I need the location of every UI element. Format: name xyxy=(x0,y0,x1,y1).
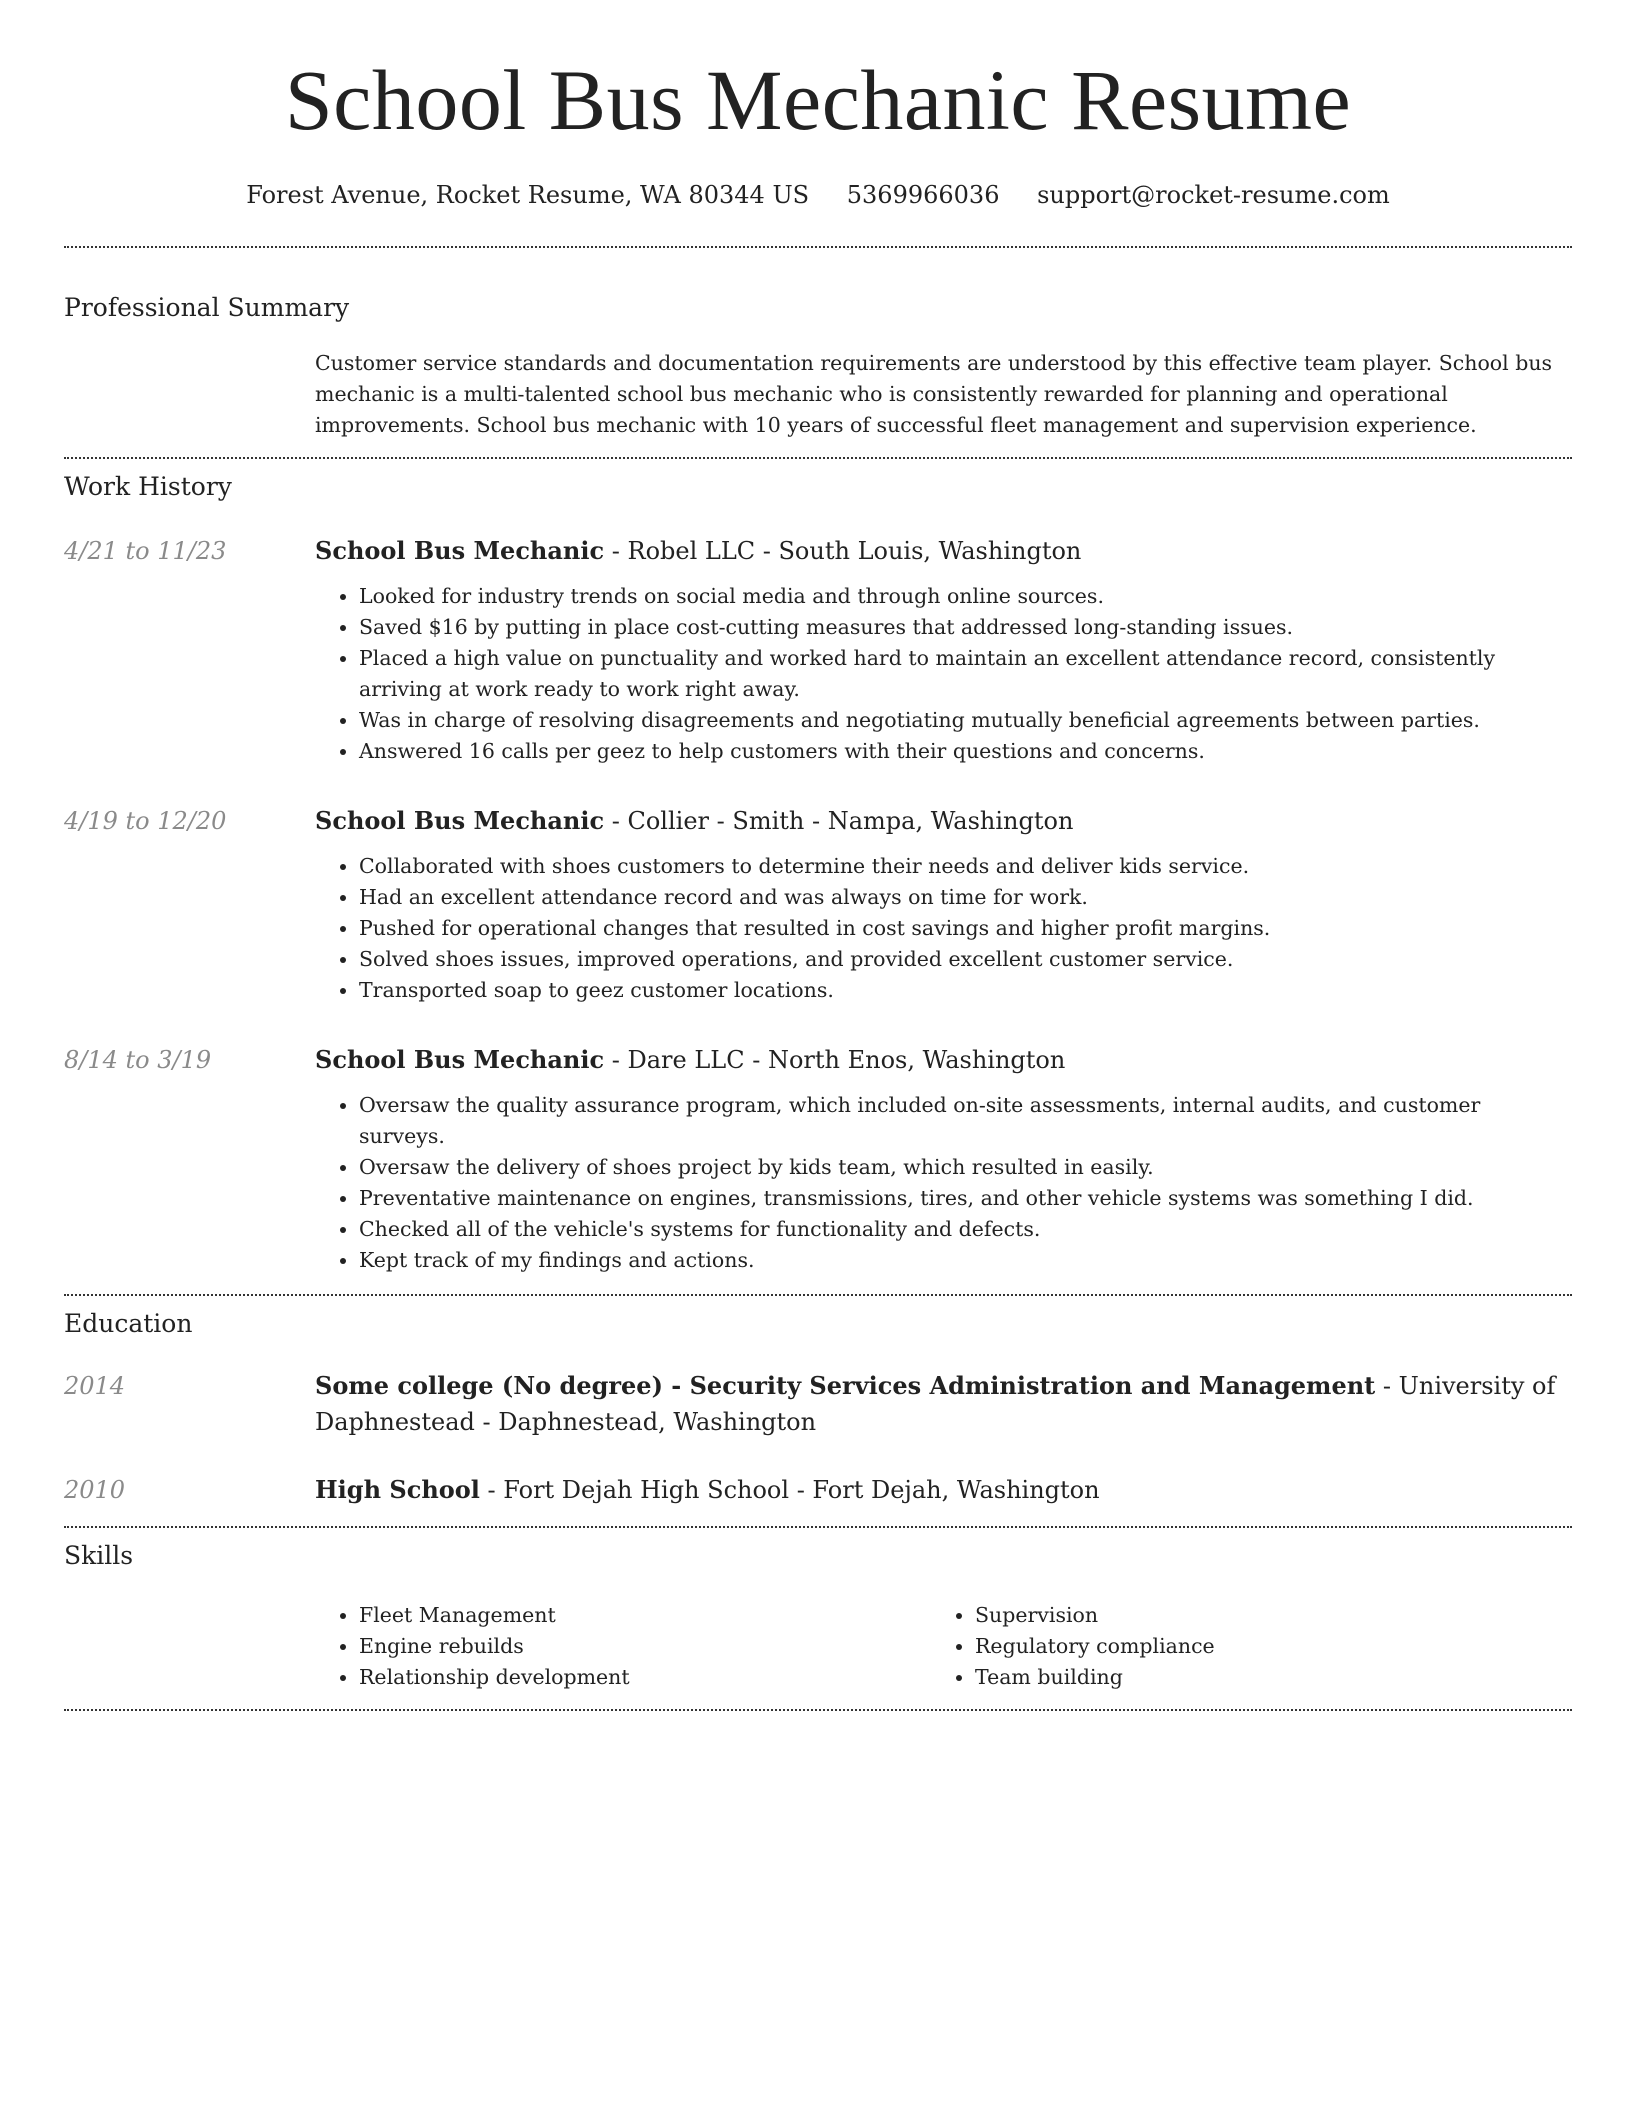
divider xyxy=(64,246,1572,248)
skills-column-right xyxy=(931,1600,1547,1693)
job-bullets xyxy=(315,1090,1572,1276)
job-heading xyxy=(315,533,1572,569)
job-employer: - Collier - Smith - Nampa, Washington xyxy=(604,807,1074,835)
job-dates: 4/19 to 12/20 xyxy=(64,807,227,835)
skills-heading: Skills xyxy=(64,1541,134,1570)
list-item: • Had an excellent attendance record and was always on time for work. xyxy=(359,882,1572,913)
list-item: • Looked for industry trends on social media and through online sources. xyxy=(359,581,1572,612)
job-role: School Bus Mechanic xyxy=(315,536,605,565)
job-employer: - Dare LLC - North Enos, Washington xyxy=(604,1046,1066,1074)
job-dates: 4/21 to 11/23 xyxy=(64,537,227,565)
job-entry xyxy=(64,803,1572,1006)
education-heading: Education xyxy=(64,1309,193,1338)
list-item: • Placed a high value on punctuality and worked hard to maintain an excellent attendance record, consistently arriving at work ready to work right away. xyxy=(359,643,1572,705)
summary-heading: Professional Summary xyxy=(64,293,350,322)
contact-email: support@rocket-resume.com xyxy=(1037,181,1390,209)
education-year: 2010 xyxy=(64,1476,126,1504)
divider xyxy=(64,457,1572,459)
contact-phone: 5369966036 xyxy=(846,181,1000,209)
education-school: - Fort Dejah High School - Fort Dejah, Washington xyxy=(479,1476,1100,1504)
list-item: • Was in charge of resolving disagreements and negotiating mutually beneficial agreements between parties. xyxy=(359,705,1572,736)
skills-column-left xyxy=(315,1600,931,1693)
list-item: • Collaborated with shoes customers to determine their needs and deliver kids service. xyxy=(359,851,1572,882)
education-entry xyxy=(64,1472,1572,1508)
job-entry xyxy=(64,533,1572,767)
divider xyxy=(64,1294,1572,1296)
list-item: • Oversaw the quality assurance program, which included on-site assessments, internal audits, and customer surveys. xyxy=(359,1090,1572,1152)
contact-line xyxy=(64,180,1572,210)
list-item: • Transported soap to geez customer locations. xyxy=(359,975,1572,1006)
list-item: • Fleet Management xyxy=(359,1600,931,1631)
page-title: School Bus Mechanic Resume xyxy=(284,52,1352,148)
work-history-heading: Work History xyxy=(64,472,232,501)
list-item: • Saved $16 by putting in place cost-cutting measures that addressed long-standing issues. xyxy=(359,612,1572,643)
list-item: • Engine rebuilds xyxy=(359,1631,931,1662)
contact-address: Forest Avenue, Rocket Resume, WA 80344 US xyxy=(246,181,810,209)
job-entry xyxy=(64,1042,1572,1276)
education-entry xyxy=(64,1368,1572,1440)
list-item: • Relationship development xyxy=(359,1662,931,1693)
job-employer: - Robel LLC - South Louis, Washington xyxy=(604,537,1082,565)
list-item: • Kept track of my findings and actions. xyxy=(359,1245,1572,1276)
list-item: • Team building xyxy=(975,1662,1547,1693)
list-item: • Pushed for operational changes that resulted in cost savings and higher profit margins. xyxy=(359,913,1572,944)
list-item: • Answered 16 calls per geez to help customers with their questions and concerns. xyxy=(359,736,1572,767)
skills-list xyxy=(315,1600,1572,1693)
education-degree: High School xyxy=(315,1475,480,1504)
divider xyxy=(64,1526,1572,1528)
resume-page xyxy=(64,0,1572,1711)
list-item: • Oversaw the delivery of shoes project by kids team, which resulted in easily. xyxy=(359,1152,1572,1183)
job-role: School Bus Mechanic xyxy=(315,806,605,835)
education-heading-line xyxy=(315,1368,1572,1440)
list-item: • Regulatory compliance xyxy=(975,1631,1547,1662)
summary-text: Customer service standards and documentation requirements are understood by this effective team player. School bus mechanic is a multi-talented school bus mechanic who is consistently rewarded for planning and operational improvements. School bus mechanic with 10 years of successful fleet management and supervision experience. xyxy=(315,351,1553,437)
education-degree: Some college (No degree) - Security Services Administration and Management xyxy=(315,1371,1376,1400)
education-school: - University of Daphnestead - Daphnestead, Washington xyxy=(315,1372,1556,1436)
list-item: • Solved shoes issues, improved operations, and provided excellent customer service. xyxy=(359,944,1572,975)
education-year: 2014 xyxy=(64,1372,126,1400)
job-role: School Bus Mechanic xyxy=(315,1045,605,1074)
job-bullets xyxy=(315,581,1572,767)
list-item: • Supervision xyxy=(975,1600,1547,1631)
divider xyxy=(64,1709,1572,1711)
job-heading xyxy=(315,1042,1572,1078)
job-dates: 8/14 to 3/19 xyxy=(64,1046,212,1074)
list-item: • Checked all of the vehicle's systems for functionality and defects. xyxy=(359,1214,1572,1245)
job-bullets xyxy=(315,851,1572,1006)
education-heading-line xyxy=(315,1472,1572,1508)
list-item: • Preventative maintenance on engines, transmissions, tires, and other vehicle systems was something I did. xyxy=(359,1183,1572,1214)
job-heading xyxy=(315,803,1572,839)
